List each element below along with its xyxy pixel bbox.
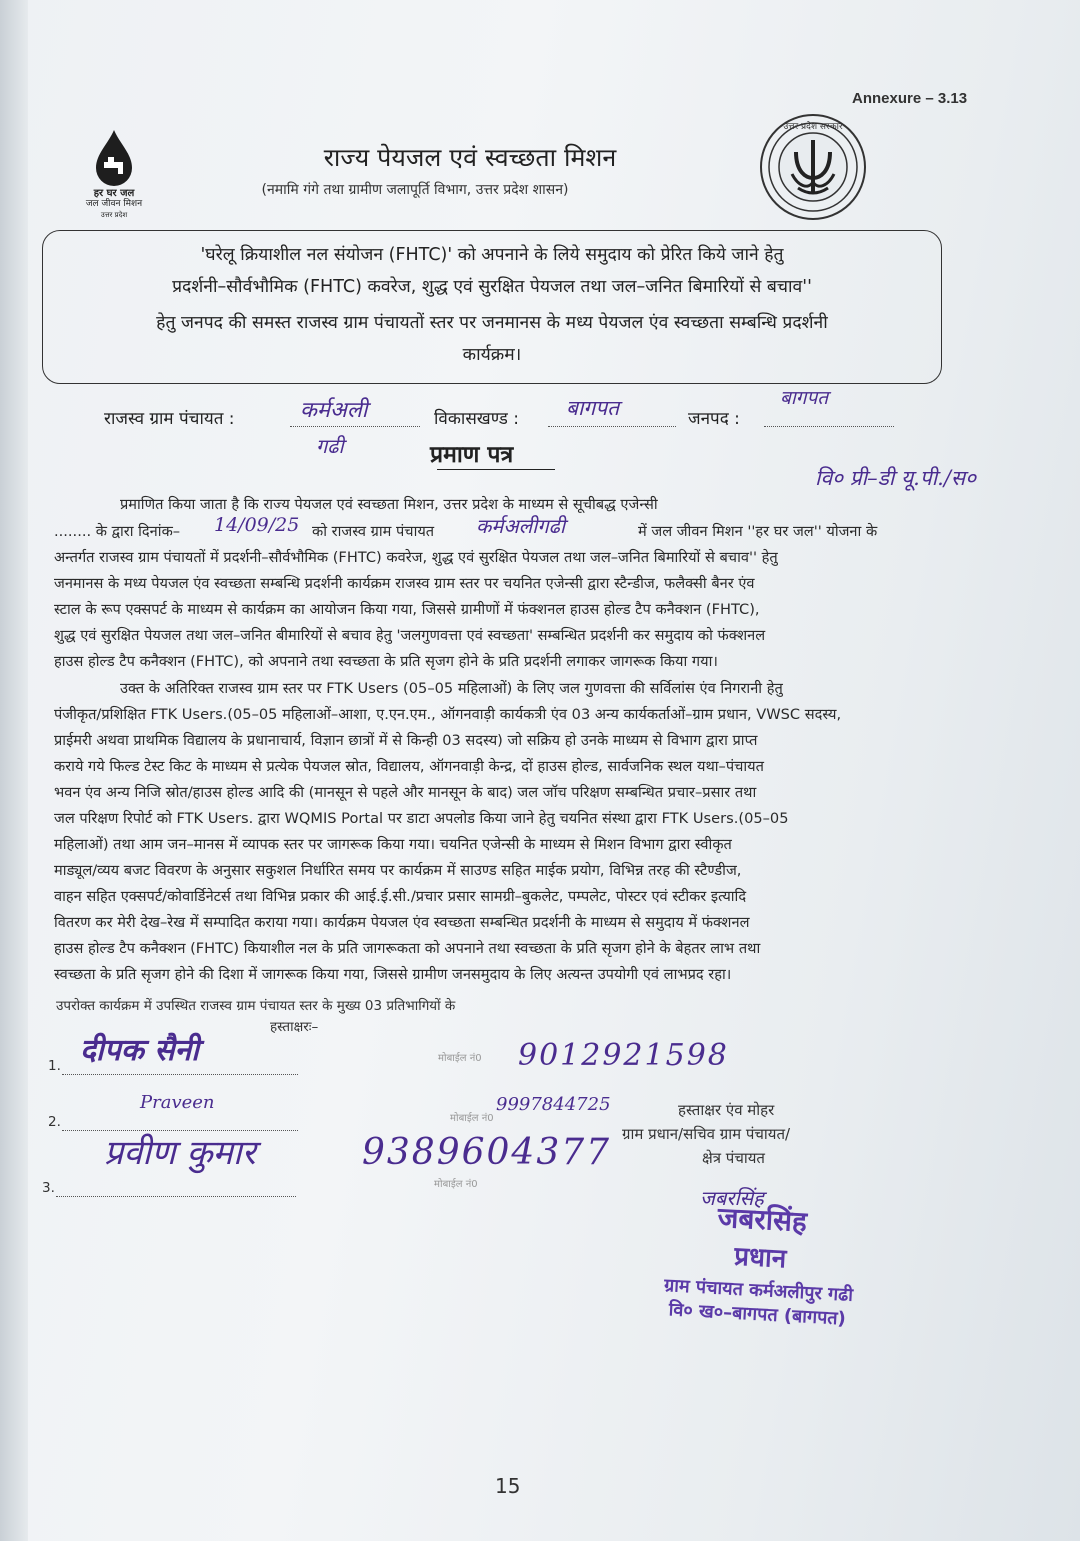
para-line-1: प्रमाणित किया जाता है कि राज्य पेयजल एवं स्वच्छता मिशन, उत्तर प्रदेश के माध्यम से सूचीबद्ध एजेन्सी — [120, 496, 658, 513]
para-line-8: उक्त के अतिरिक्त राजस्व ग्राम स्तर पर FTK Users (05–05 महिलाओं) के लिए जल गुणवत्ता की सर्विलांस एंव निगरानी हेतु — [120, 680, 783, 697]
box-line-1: 'घरेलू क्रियाशील नल संयोजन (FHTC)' को अपनाने के लिये समुदाय को प्रेरित किये जाने हेतु — [200, 245, 784, 265]
participant-2-name: प्रवीण कुमार — [104, 1133, 256, 1173]
para-line-15: माड्यूल/व्यय बजट विवरण के अनुसार सकुशल निर्धारित समय पर कार्यक्रम में साउण्ड सहित माईक प्रयोग, विभिन्न तरह की स्टैण्डीज, — [54, 862, 742, 879]
mission-title: राज्य पेयजल एवं स्वच्छता मिशन — [323, 143, 617, 172]
participant-3-line — [56, 1182, 296, 1197]
participant-1-number: 1. — [48, 1058, 61, 1074]
participant-3-mobile: 9389604377 — [362, 1132, 612, 1173]
box-line-4: कार्यक्रम। — [462, 345, 522, 365]
logo-line-2: जल जीवन मिशन — [85, 199, 143, 209]
district-label: जनपद : — [688, 409, 740, 429]
para-line-13: जल परिक्षण रिपोर्ट को FTK Users. द्वारा WQMIS Portal पर डाटा अपलोड किया जाने हेतु चयनित संस्था द्वारा FTK Users.(05–05 — [54, 810, 789, 827]
certificate-title-underline — [437, 469, 555, 470]
para-line-4: जनमानस के मध्य पेयजल एंव स्वच्छता सम्बन्धि प्रदर्शनी कार्यक्रम राजस्व ग्राम स्तर पर चयनित एजेन्सी द्वारा स्टैन्डीज, फलैक्सी बैनर एंव — [54, 575, 755, 592]
logo-line-3: उत्तर प्रदेश — [100, 211, 128, 219]
panchayat-label: राजस्व ग्राम पंचायत : — [104, 409, 235, 429]
water-drop-tap-icon — [90, 128, 138, 188]
participant-3-number: 3. — [42, 1180, 55, 1196]
agency-handwritten: वि० प्री–डी यू.पी./स० — [815, 466, 977, 490]
para-line-17: वितरण कर मेरी देख–रेख में सम्पादित कराया गया। कार्यक्रम पेयजल एंव स्वच्छता सम्बन्धित प्रदर्शनी के माध्यम से समुदाय में फंक्शनल — [54, 914, 750, 931]
mission-subtitle: (नमामि गंगे तथा ग्रामीण जलापूर्ति विभाग, उत्तर प्रदेश शासन) — [261, 182, 569, 198]
page-number: 15 — [495, 1474, 521, 1498]
participant-2-mobile-label: मोबाईल नं0 — [450, 1113, 494, 1124]
box-line-2: प्रदर्शनी–सौर्वभौमिक (FHTC) कवरेज, शुद्ध एवं सुरक्षित पेयजल तथा जल–जनित बिमारियों से बचाव'' — [172, 277, 812, 297]
panchayat-handwritten: कर्मअलीगढी — [476, 514, 566, 538]
participant-2-number: 2. — [48, 1114, 61, 1130]
stamp-name: जबरसिंह — [716, 1200, 808, 1239]
para-line-9: पंजीकृत/प्रशिक्षित FTK Users.(05–05 महिलाओं–आशा, ए.एन.एम., ऑगनवाड़ी कार्यकत्री एंव 03 अन्य कार्यकर्ताओं–ग्राम प्रधान, VWSC सदस्य, — [54, 706, 842, 723]
para-line-11: कराये गये फिल्ड टेस्ट किट के माध्यम से प्रत्येक पेयजल स्रोत, विद्यालय, ऑगनवाड़ी केन्द्र, दों हाउस होल्ड, सार्वजनिक स्थल यथा–पंचायत — [54, 758, 764, 775]
har-ghar-jal-logo — [68, 128, 168, 228]
para-line-16: वाहन सहित एक्सपर्ट/कोवार्डिनेटर्स तथा विभिन्न प्रकार की आई.ई.सी./प्रचार प्रसार सामग्री–बुकलेट, पम्पलेट, पोस्टर एवं स्टीकर इत्यादि — [54, 888, 747, 905]
para-line-2a: ........ के द्वारा दिनांक– — [54, 523, 181, 540]
para-line-2b: को राजस्व ग्राम पंचायत — [312, 523, 435, 540]
stamp-line-1: ग्राम पंचायत कर्मअलीपुर गढी — [663, 1275, 854, 1306]
para-line-2c: में जल जीवन मिशन ''हर घर जल'' योजना के — [638, 523, 878, 540]
district-value: बागपत — [780, 387, 829, 409]
pradhan-signature: जबरसिंह — [700, 1186, 764, 1210]
seal-text: उत्तर प्रदेश सरकार — [783, 122, 843, 132]
certificate-title: प्रमाण पत्र — [430, 442, 514, 468]
logo-line-1: हर घर जल — [93, 188, 135, 199]
box-line-3: हेतु जनपद की समस्त राजस्व ग्राम पंचायतों स्तर पर जनमानस के मध्य पेयजल एंव स्वच्छता सम्बन्धि प्रदर्शनी — [156, 313, 828, 333]
kshetra-panchayat-label: क्षेत्र पंचायत — [702, 1149, 765, 1167]
para-line-12: भवन एंव अन्य निजि स्रोत/हाउस होल्ड आदि की (मानसून से पहले और मानसून के बाद) जल जॉच परिक्षण सम्बन्धित प्रचार–प्रसार तथा — [54, 784, 757, 801]
participant-2-signature: Praveen — [140, 1092, 215, 1113]
participants-note: उपरोक्त कार्यक्रम में उपस्थित राजस्व ग्राम पंचायत स्तर के मुख्य 03 प्रतिभागियों के — [56, 998, 456, 1014]
up-government-seal-icon — [758, 112, 868, 222]
district-dotted-line — [764, 412, 894, 427]
participant-3-mobile-label: मोबाईल नं0 — [434, 1179, 478, 1190]
participant-1-name: दीपक सैनी — [80, 1033, 199, 1068]
para-line-18: हाउस होल्ड टैप कनैक्शन (FHTC) कियाशील नल के प्रति जागरूकता को अपनाने तथा स्वच्छता के प्रति सृजग होने के बेहतर लाभ तथा — [54, 940, 761, 957]
participant-2-mobile: 9997844725 — [496, 1094, 611, 1115]
para-line-7: हाउस होल्ड टैप कनैक्शन (FHTC), को अपनाने तथा स्वच्छता के प्रति सृजग होने के प्रति प्रदर्शनी लगाकर जागरूक किया गया। — [54, 653, 718, 670]
pradhan-secretary-label: ग्राम प्रधान/सचिव ग्राम पंचायत/ — [622, 1125, 791, 1143]
para-line-5: स्टाल के रूप एक्सपर्ट के माध्यम से कार्यक्रम का आयोजन किया गया, जिससे ग्रामीणों में फंक्शनल हाउस होल्ड टैप कनैक्शन (FHTC), — [54, 601, 760, 618]
signatures-label: हस्ताक्षरः– — [270, 1019, 319, 1035]
para-line-3: अन्तर्गत राजस्व ग्राम पंचायतों में प्रदर्शनी–सौर्वभौमिक (FHTC) कवरेज, शुद्ध एवं सुरक्षित पेयजल तथा जल–जनित बिमारियों से बचाव'' हेतु — [54, 549, 778, 566]
stamp-title: प्रधान — [733, 1241, 787, 1275]
panchayat-value: कर्मअली — [300, 398, 368, 423]
sign-seal-label: हस्ताक्षर एंव मोहर — [678, 1101, 775, 1119]
date-handwritten: 14/09/25 — [214, 514, 300, 536]
block-value: बागपत — [566, 396, 620, 420]
panchayat-value-2: गढी — [316, 434, 344, 458]
para-line-6: शुद्ध एवं सुरक्षित पेयजल तथा जल–जनित बीमारियों से बचाव हेतु 'जलगुणवत्ता एवं स्वच्छता' सम्बन्धित प्रदर्शनी कर समुदाय को फंक्शनल — [54, 627, 766, 644]
pradhan-stamp — [617, 1193, 903, 1333]
annexure-label: Annexure – 3.13 — [852, 90, 968, 107]
para-line-10: प्राईमरी अथवा प्राथमिक विद्यालय के प्रधानाचार्य, विज्ञान छात्रों में से किन्ही 03 सदस्य) जो सक्रिय हो उनके माध्यम से विभाग द्वारा प्राप्त — [54, 732, 758, 749]
para-line-19: स्वच्छता के प्रति सृजग होने की दिशा में जागरूक किया गया, जिससे ग्रामीण जनसमुदाय के लिए अत्यन्त उपयोगी एवं लाभप्रद रहा। — [54, 966, 732, 983]
stamp-line-2: वि० ख०–बागपत (बागपत) — [668, 1299, 847, 1330]
program-title-box — [42, 230, 942, 384]
page-fold-shadow — [0, 0, 28, 1541]
para-line-14: महिलाओं) तथा आम जन–मानस में व्यापक स्तर पर जागरूक किया गया। चयनित एजेन्सी के माध्यम से मिशन विभाग द्वारा स्वीकृत — [54, 836, 732, 853]
participant-1-mobile: 9012921598 — [518, 1038, 729, 1073]
block-label: विकासखण्ड : — [434, 409, 520, 429]
participant-1-mobile-label: मोबाईल नं0 — [438, 1053, 482, 1064]
